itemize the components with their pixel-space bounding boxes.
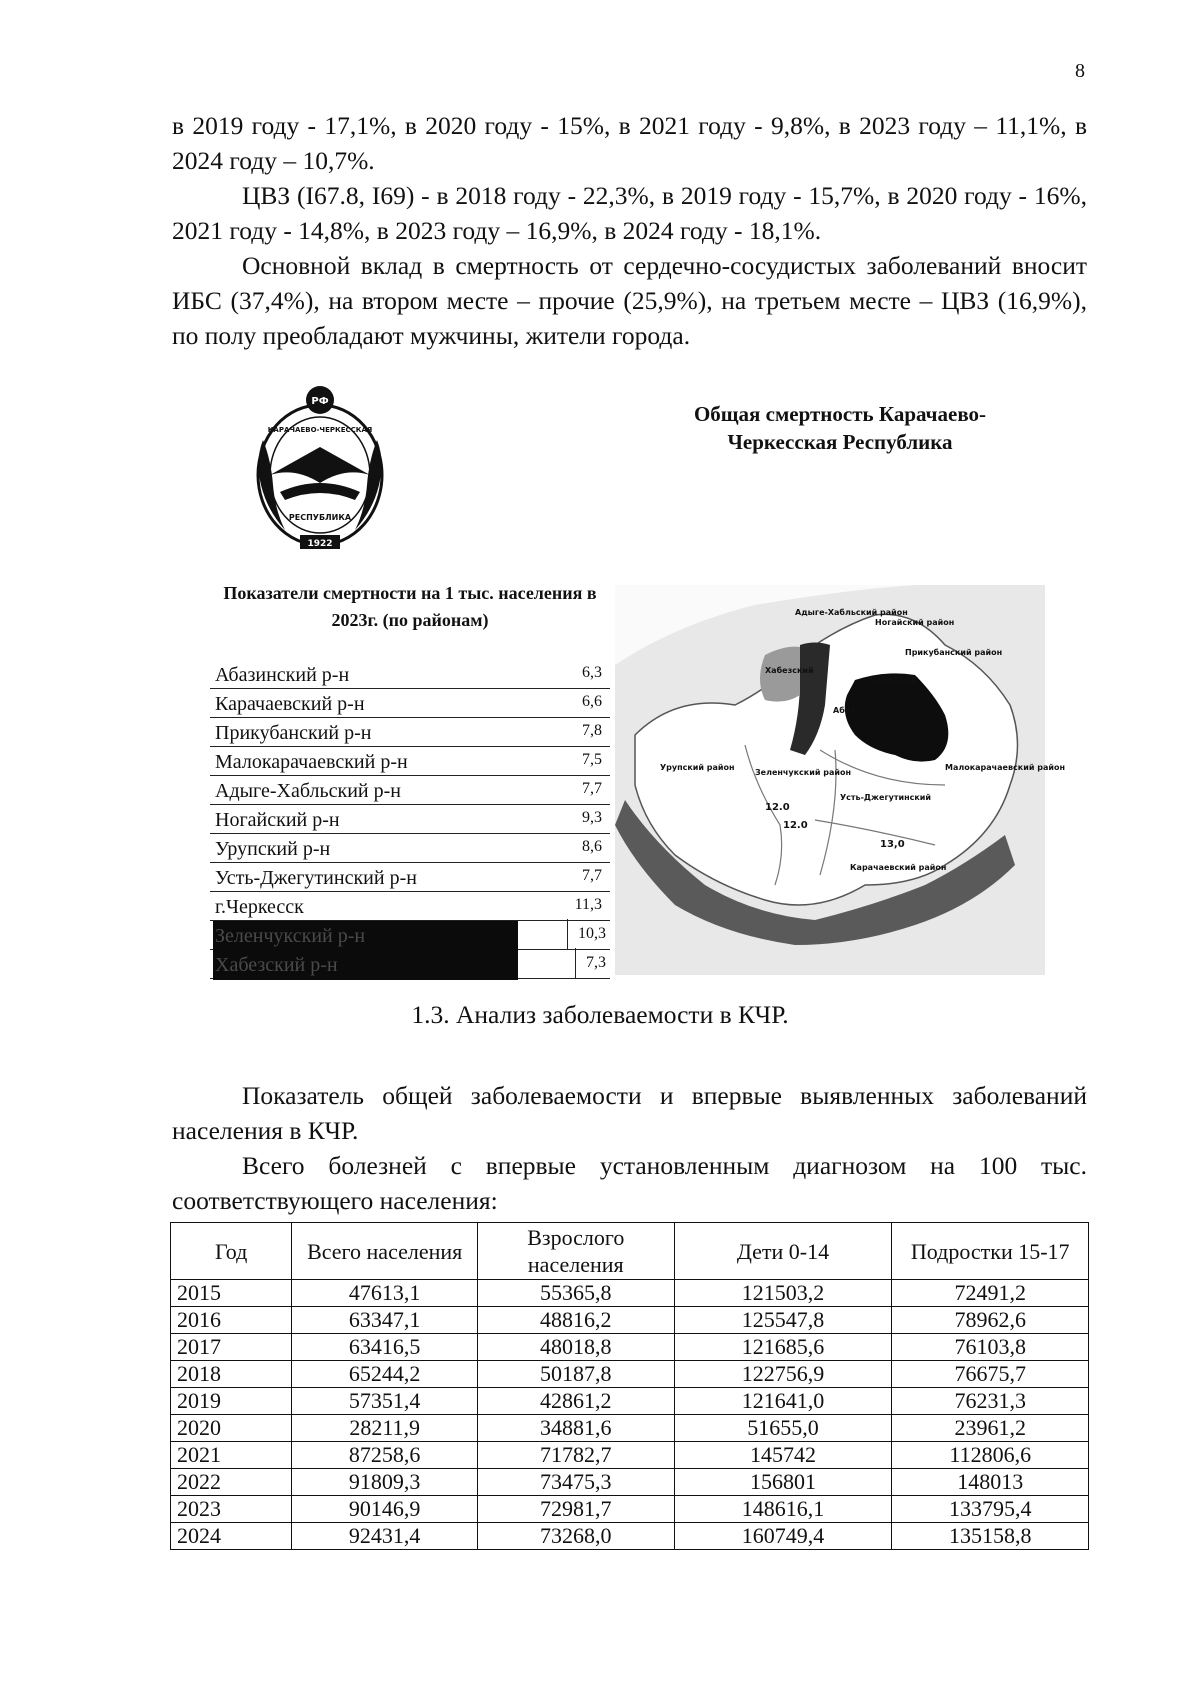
value-cell: 57351,4	[292, 1388, 478, 1415]
district-value: 7,3	[575, 948, 606, 978]
value-cell: 91809,3	[292, 1469, 478, 1496]
district-name: Ногайский р-н	[215, 809, 340, 831]
year-cell: 2024	[171, 1523, 292, 1550]
district-value: 7,8	[582, 722, 602, 739]
value-cell: 133795,4	[892, 1496, 1089, 1523]
district-map	[615, 585, 1065, 975]
district-value: 10,3	[567, 919, 606, 949]
value-cell: 72981,7	[478, 1496, 674, 1523]
table-row	[171, 1334, 1089, 1361]
district-value: 7,5	[582, 751, 602, 768]
year-cell: 2020	[171, 1415, 292, 1442]
map-label-ustdzheg: Усть-Джегутинский	[840, 793, 931, 802]
value-cell: 92431,4	[292, 1523, 478, 1550]
value-cell: 48816,2	[478, 1307, 674, 1334]
value-cell: 148616,1	[674, 1496, 892, 1523]
value-cell: 73475,3	[478, 1469, 674, 1496]
value-cell: 145742	[674, 1442, 892, 1469]
section-paragraph-1: Показатель общей заболеваемости и впервые выявленных заболеваний населения в КЧР.	[172, 1081, 1087, 1145]
year-cell: 2021	[171, 1442, 292, 1469]
map-label-malokarach: Малокарачаевский район	[945, 763, 1065, 772]
map-label-adyge: Адыге-Хабльский район	[795, 608, 908, 617]
value-cell: 156801	[674, 1469, 892, 1496]
value-cell: 23961,2	[892, 1415, 1089, 1442]
map-label-urup: Урупский район	[660, 763, 735, 772]
map-value: 12.0	[765, 802, 790, 813]
district-value: 8,6	[582, 838, 602, 855]
district-row	[210, 660, 610, 689]
map-label-prikuban: Прикубанский район	[905, 648, 1003, 657]
value-cell: 125547,8	[674, 1307, 892, 1334]
column-header: Всего населения	[292, 1223, 478, 1280]
table-row	[171, 1523, 1089, 1550]
district-name: г.Черкесск	[215, 896, 304, 918]
district-value: 11,3	[574, 896, 602, 913]
value-cell: 148013	[892, 1469, 1089, 1496]
year-cell: 2016	[171, 1307, 292, 1334]
value-cell: 63347,1	[292, 1307, 478, 1334]
map-value: 12.0	[783, 820, 808, 831]
column-header: Взрослого населения	[478, 1223, 674, 1280]
district-name: Урупский р-н	[215, 838, 331, 860]
column-header: Год	[171, 1223, 292, 1280]
table-row	[171, 1415, 1089, 1442]
map-label-abaza: Абаз.	[833, 706, 858, 715]
district-row	[210, 921, 610, 950]
value-cell: 55365,8	[478, 1280, 674, 1307]
value-cell: 78962,6	[892, 1307, 1089, 1334]
value-cell: 42861,2	[478, 1388, 674, 1415]
district-value: 7,7	[582, 867, 602, 884]
value-cell: 122756,9	[674, 1361, 892, 1388]
year-cell: 2017	[171, 1334, 292, 1361]
value-cell: 34881,6	[478, 1415, 674, 1442]
district-value: 6,3	[582, 664, 602, 681]
value-cell: 73268,0	[478, 1523, 674, 1550]
value-cell: 51655,0	[674, 1415, 892, 1442]
value-cell: 76231,3	[892, 1388, 1089, 1415]
emblem-rf-text: РФ	[311, 396, 329, 407]
section-paragraph-2: Всего болезней с впервые установленным диагнозом на 100 тыс. соответствующего населения:	[172, 1151, 1087, 1215]
value-cell: 50187,8	[478, 1361, 674, 1388]
section-heading: 1.3. Анализ заболеваемости в КЧР.	[411, 1000, 789, 1029]
table-row	[171, 1442, 1089, 1469]
page-number: 8	[1075, 60, 1085, 82]
column-header: Подростки 15-17	[892, 1223, 1089, 1280]
district-row	[210, 892, 610, 921]
district-name: Адыге-Хабльский р-н	[215, 780, 401, 802]
value-cell: 160749,4	[674, 1523, 892, 1550]
value-cell: 121641,0	[674, 1388, 892, 1415]
emblem-icon	[245, 380, 395, 560]
district-value: 6,6	[582, 693, 602, 710]
district-value: 9,3	[582, 809, 602, 826]
map-icon	[615, 585, 1065, 975]
district-row	[210, 950, 610, 979]
value-cell: 63416,5	[292, 1334, 478, 1361]
map-value: 13,0	[880, 839, 905, 850]
year-cell: 2019	[171, 1388, 292, 1415]
district-name: Абазинский р-н	[215, 664, 350, 686]
district-name: Хабезский р-н	[213, 950, 518, 980]
value-cell: 87258,6	[292, 1442, 478, 1469]
district-row	[210, 718, 610, 747]
district-name: Прикубанский р-н	[215, 722, 372, 744]
figure-title: Общая смертность Карачаево-Черкесская Республика	[693, 402, 987, 454]
table-row	[171, 1361, 1089, 1388]
value-cell: 121503,2	[674, 1280, 892, 1307]
year-cell: 2015	[171, 1280, 292, 1307]
map-label-nogay: Ногайский район	[875, 618, 955, 627]
value-cell: 90146,9	[292, 1496, 478, 1523]
emblem-name-text: КАРАЧАЕВО-ЧЕРКЕССКАЯ	[267, 426, 373, 434]
column-header: Дети 0-14	[674, 1223, 892, 1280]
year-cell: 2018	[171, 1361, 292, 1388]
value-cell: 28211,9	[292, 1415, 478, 1442]
district-row	[210, 689, 610, 718]
table-row	[171, 1307, 1089, 1334]
district-table-heading: Показатели смертности на 1 тыс. населения в 2023г. (по районам)	[223, 583, 597, 630]
year-cell: 2023	[171, 1496, 292, 1523]
value-cell: 76103,8	[892, 1334, 1089, 1361]
district-name: Зеленчукский р-н	[213, 921, 518, 951]
value-cell: 121685,6	[674, 1334, 892, 1361]
map-label-zelenchuk: Зеленчукский район	[755, 768, 851, 777]
value-cell: 47613,1	[292, 1280, 478, 1307]
map-label-karach: Карачаевский район	[850, 863, 947, 872]
district-name: Усть-Джегутинский р-н	[215, 867, 417, 889]
year-cell: 2022	[171, 1469, 292, 1496]
district-row	[210, 776, 610, 805]
district-mortality-list	[210, 660, 610, 979]
value-cell: 135158,8	[892, 1523, 1089, 1550]
value-cell: 48018,8	[478, 1334, 674, 1361]
district-row	[210, 863, 610, 892]
emblem-republic-text: РЕСПУБЛИКА	[288, 513, 352, 522]
district-row	[210, 747, 610, 776]
intro-paragraph-1: в 2019 году - 17,1%, в 2020 году - 15%, в 2021 году - 9,8%, в 2023 году – 11,1%, в 2024 году – 10,7%.	[172, 111, 1087, 175]
intro-paragraph-3: Основной вклад в смертность от сердечно-сосудистых заболеваний вносит ИБС (37,4%), на втором месте – прочие (25,9%), на третьем месте – ЦВЗ (16,9%), по полу преобладают мужчины, жители города.	[172, 251, 1087, 350]
district-name: Карачаевский р-н	[215, 693, 365, 715]
table-header-row	[171, 1223, 1089, 1280]
incidence-table	[170, 1222, 1089, 1550]
map-label-cherkessk: ЧЕРКЕССК	[870, 676, 919, 685]
table-row	[171, 1469, 1089, 1496]
mortality-figure	[210, 375, 1065, 985]
republic-emblem	[245, 380, 395, 560]
value-cell: 71782,7	[478, 1442, 674, 1469]
intro-paragraph-2: ЦВЗ (I67.8, I69) - в 2018 году - 22,3%, в 2019 году - 15,7%, в 2020 году - 16%, 2021 году - 14,8%, в 2023 году – 16,9%, в 2024 году - 18,1%.	[172, 181, 1087, 245]
district-name: Малокарачаевский р-н	[215, 751, 408, 773]
table-row	[171, 1280, 1089, 1307]
district-row	[210, 834, 610, 863]
district-row	[210, 805, 610, 834]
value-cell: 72491,2	[892, 1280, 1089, 1307]
value-cell: 112806,6	[892, 1442, 1089, 1469]
map-label-khabez: Хабезский	[765, 666, 814, 675]
value-cell: 65244,2	[292, 1361, 478, 1388]
emblem-year-text: 1922	[307, 539, 333, 549]
table-row	[171, 1496, 1089, 1523]
table-row	[171, 1388, 1089, 1415]
district-value: 7,7	[582, 780, 602, 797]
value-cell: 76675,7	[892, 1361, 1089, 1388]
